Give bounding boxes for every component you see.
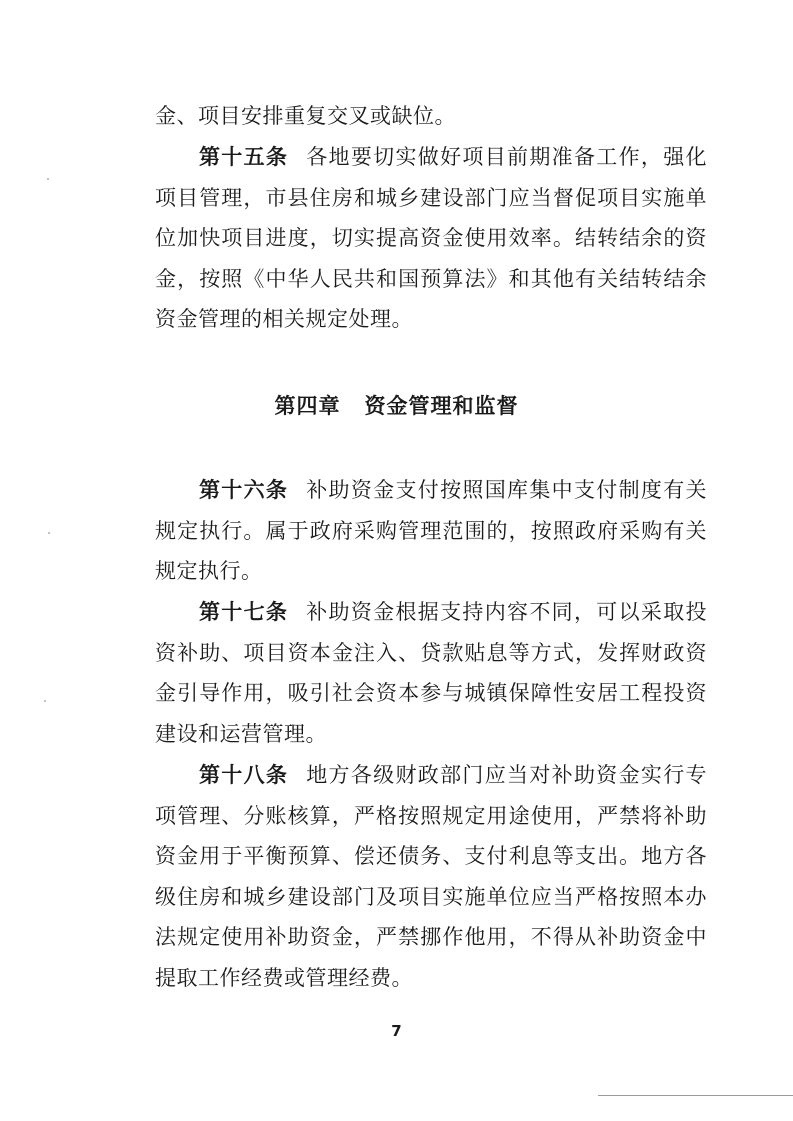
article-16-label: 第十六条 (199, 478, 289, 502)
article-15-label: 第十五条 (199, 145, 289, 169)
scan-speck (48, 532, 50, 534)
scan-speck (44, 700, 46, 702)
scan-artifact-line (598, 1095, 793, 1096)
article-17-text: 补助资金根据支持内容不同，可以采取投资补助、项目资本金注入、贷款贴息等方式，发挥财政资金引导作用，吸引社会资本参与城镇保障性安居工程投资建设和运营管理。 (155, 600, 708, 746)
page-number: 7 (391, 1022, 402, 1040)
article-17-label: 第十七条 (199, 600, 289, 624)
chapter-heading (0, 390, 793, 420)
article-15-paragraph (155, 137, 707, 340)
scan-speck (47, 178, 49, 180)
article-15-text: 各地要切实做好项目前期准备工作，强化项目管理，市县住房和城乡建设部门应当督促项目实施单位加快项目进度，切实提高资金使用效率。结转结余的资金，按照《中华人民共和国预算法》和其他有关结转结余资金管理的相关规定处理。 (155, 145, 708, 331)
article-18-paragraph (155, 755, 707, 998)
article-17-paragraph (155, 592, 707, 754)
chapter-number: 第四章 (274, 394, 341, 418)
chapter-title: 资金管理和监督 (364, 394, 519, 418)
continuation-paragraph: 金、项目安排重复交叉或缺位。 (155, 104, 456, 128)
article-18-label: 第十八条 (199, 763, 289, 787)
article-16-paragraph (155, 470, 707, 592)
article-16-text: 补助资金支付按照国库集中支付制度有关规定执行。属于政府采购管理范围的，按照政府采购有关规定执行。 (155, 478, 708, 583)
article-18-text: 地方各级财政部门应当对补助资金实行专项管理、分账核算，严格按照规定用途使用，严禁将补助资金用于平衡预算、偿还债务、支付利息等支出。地方各级住房和城乡建设部门及项目实施单位应当严格按照本办法规定使用补助资金，严禁挪作他用，不得从补助资金中提取工作经费或管理经费。 (155, 763, 708, 990)
